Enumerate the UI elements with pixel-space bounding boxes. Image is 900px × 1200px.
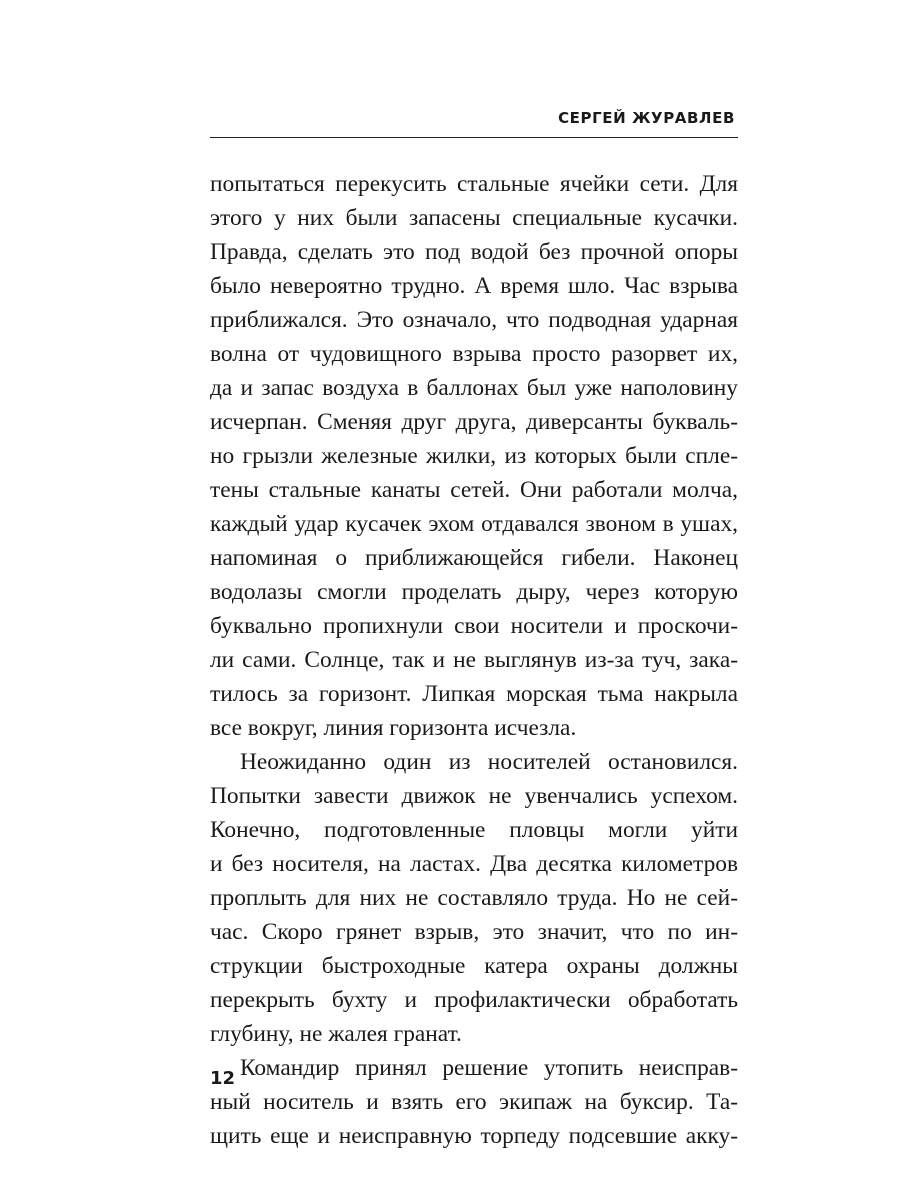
text-line: тилось за горизонт. Липкая морская тьма накрыла: [210, 681, 738, 707]
text-line: этого у них были запасены специальные кусачки.: [210, 205, 738, 231]
text-line: проплыть для них не составляло труда. Но не сей-: [210, 885, 738, 911]
text-line: ли сами. Солнце, так и не выглянув из-за туч, зака-: [210, 647, 738, 673]
text-line: да и запас воздуха в баллонах был уже наполовину: [210, 375, 738, 401]
text-line: каждый удар кусачек эхом отдавался звоном в ушах,: [210, 511, 738, 537]
text-line: ный носитель и взять его экипаж на буксир. Та-: [210, 1089, 738, 1115]
text-line: водолазы смогли проделать дыру, через которую: [210, 579, 738, 605]
text-line: напоминая о приближающейся гибели. Наконец: [210, 545, 738, 571]
header-rule: [210, 137, 738, 138]
text-line: перекрыть бухту и профилактически обработать: [210, 987, 738, 1013]
text-line: Командир принял решение утопить неисправ-: [240, 1055, 738, 1081]
text-line: приближался. Это означало, что подводная ударная: [210, 307, 738, 333]
text-line: тены стальные канаты сетей. Они работали молча,: [210, 477, 738, 503]
text-line: глубину, не жалея гранат.: [210, 1021, 462, 1047]
text-line: исчерпан. Сменяя друг друга, диверсанты букваль-: [210, 409, 738, 435]
text-line: Правда, сделать это под водой без прочной опоры: [210, 239, 738, 265]
text-line: буквально пропихнули свои носители и проскочи-: [210, 613, 738, 639]
text-line: щить еще и неисправную торпеду подсевшие акку-: [210, 1123, 738, 1149]
text-line: и без носителя, на ластах. Два десятка километров: [210, 851, 738, 877]
text-line: было невероятно трудно. А время шло. Час взрыва: [210, 273, 738, 299]
page-number: 12: [210, 1068, 236, 1089]
text-line: струкции быстроходные катера охраны должны: [210, 953, 738, 979]
text-line: попытаться перекусить стальные ячейки сети. Для: [210, 171, 738, 197]
text-line: волна от чудовищного взрыва просто разорвет их,: [210, 341, 738, 367]
text-line: Конечно, подготовленные пловцы могли уйти: [210, 817, 738, 843]
text-line: все вокруг, линия горизонта исчезла.: [210, 715, 577, 741]
text-line: Попытки завести движок не увенчались успехом.: [210, 783, 738, 809]
text-line: час. Скоро грянет взрыв, это значит, что по ин-: [210, 919, 738, 945]
running-head: СЕРГЕЙ ЖУРАВЛЕВ: [558, 109, 735, 127]
text-line: Неожиданно один из носителей остановился.: [240, 749, 738, 775]
body-text: [210, 167, 738, 1153]
text-line: но грызли железные жилки, из которых были спле-: [210, 443, 738, 469]
